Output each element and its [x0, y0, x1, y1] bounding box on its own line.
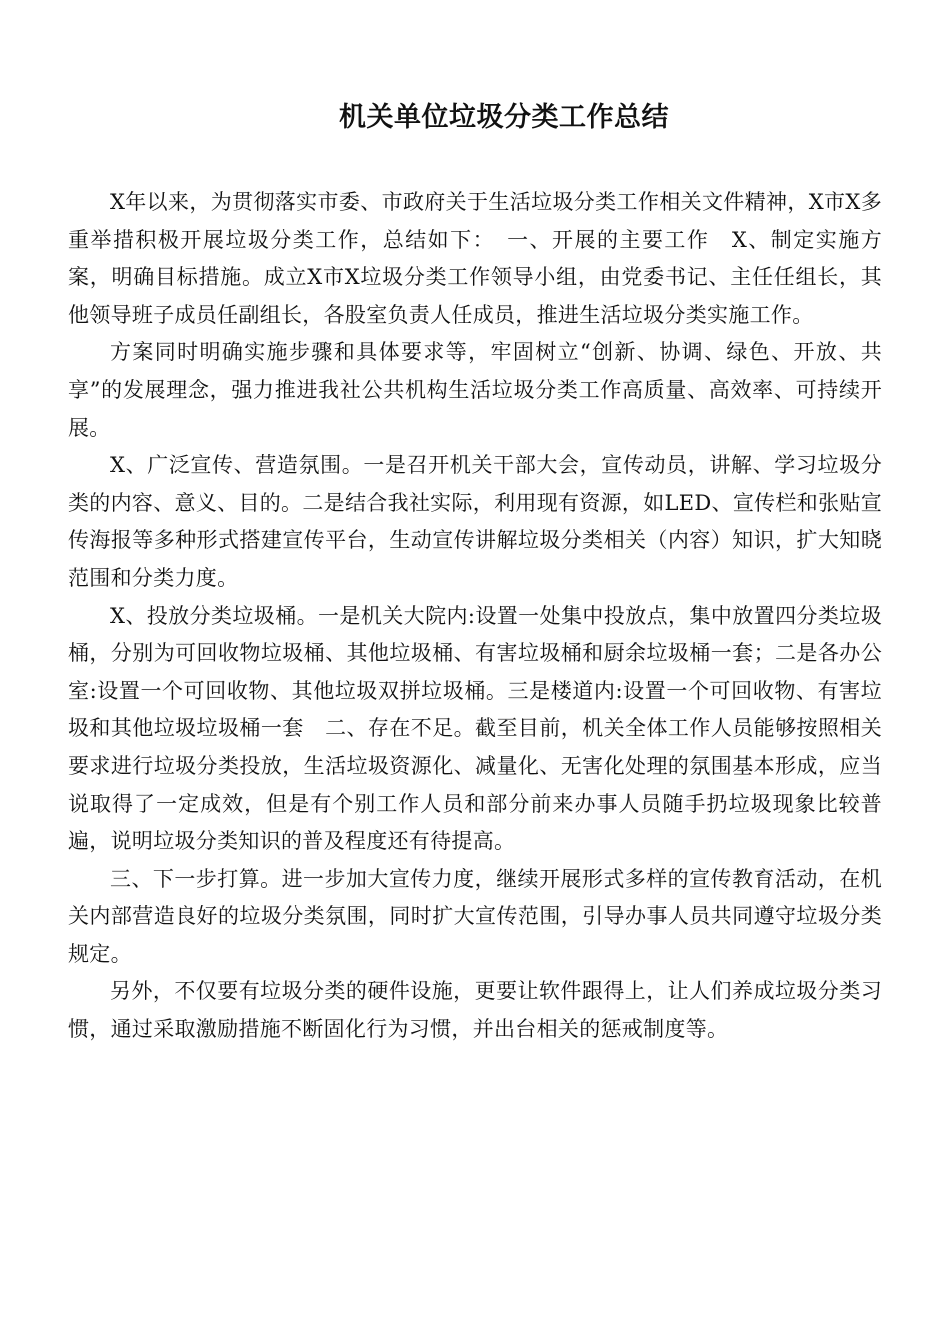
- paragraph-5: 三、下一步打算。进一步加大宣传力度，继续开展形式多样的宣传教育活动，在机关内部营造良好的垃圾分类氛围，同时扩大宣传范围，引导办事人员共同遵守垃圾分类规定。: [68, 866, 882, 966]
- document-body: [68, 184, 882, 1049]
- paragraph-2: 方案同时明确实施步骤和具体要求等，牢固树立“创新、协调、绿色、开放、共享”的发展理念，强力推进我社公共机构生活垃圾分类工作高质量、高效率、可持续开展。: [68, 340, 882, 440]
- paragraph-6: 另外，不仅要有垃圾分类的硬件设施，更要让软件跟得上，让人们养成垃圾分类习惯，通过采取激励措施不断固化行为习惯，并出台相关的惩戒制度等。: [68, 979, 882, 1042]
- document-title: 机关单位垃圾分类工作总结: [339, 102, 669, 133]
- paragraph-4: X、投放分类垃圾桶。一是机关大院内:设置一处集中投放点，集中放置四分类垃圾桶，分别为可回收物垃圾桶、其他垃圾桶、有害垃圾桶和厨余垃圾桶一套；二是各办公室:设置一个可回收物、其他垃圾双拼垃圾桶。三是楼道内:设置一个可回收物、有害垃圾和其他垃圾垃圾桶一套 二、存在不足。截至目前，机关全体工作人员能够按照相关要求进行垃圾分类投放，生活垃圾资源化、减量化、无害化处理的氛围基本形成，应当说取得了一定成效，但是有个别工作人员和部分前来办事人员随手扔垃圾现象比较普遍，说明垃圾分类知识的普及程度还有待提高。: [68, 603, 882, 854]
- paragraph-3: X、广泛宣传、营造氛围。一是召开机关干部大会，宣传动员，讲解、学习垃圾分类的内容、意义、目的。二是结合我社实际，利用现有资源，如LED、宣传栏和张贴宣传海报等多种形式搭建宣传平台，生动宣传讲解垃圾分类相关（内容）知识，扩大知晓范围和分类力度。: [68, 453, 882, 590]
- paragraph-1: X年以来，为贯彻落实市委、市政府关于生活垃圾分类工作相关文件精神，X市X多重举措积极开展垃圾分类工作，总结如下： 一、开展的主要工作 X、制定实施方案，明确目标措施。成立X市X垃圾分类工作领导小组，由党委书记、主任任组长，其他领导班子成员任副组长，各股室负责人任成员，推进生活垃圾分类实施工作。: [68, 190, 882, 327]
